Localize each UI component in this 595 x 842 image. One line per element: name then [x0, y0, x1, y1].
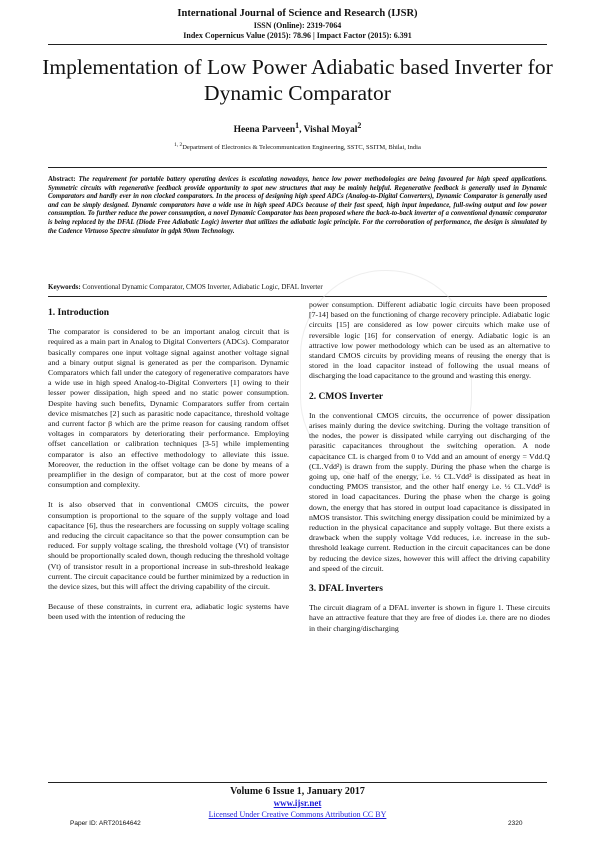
footer-volume: Volume 6 Issue 1, January 2017 — [230, 786, 365, 797]
right-column — [309, 300, 550, 644]
author-separator: , — [299, 125, 304, 136]
paragraph: The circuit diagram of a DFAL inverter is shown in figure 1. These circuits have an attractive feature that they are free of diodes i.e. there are no diodes in their charging/discharging — [309, 603, 550, 633]
journal-index: Index Copernicus Value (2015): 78.96 | Impact Factor (2015): 6.391 — [183, 31, 412, 40]
journal-issn: ISSN (Online): 2319-7064 — [253, 21, 342, 30]
keywords — [48, 283, 547, 291]
paragraph: The comparator is considered to be an important analog circuit that is required as a main part in Analog to Digital Converters (ADCs). Comparator basically compares one input voltage signal against another voltage signal and a binary output signal is generated as per the comparison. Dynamic Comparators which fall under the category of regenerative comparators have a wide use in high speed Analog-to-Digital Converters [1] owing to their lesser power dissipation, high speed and no static power consumption. Despite having such benefits, Dynamic Comparators suffer from certain device mismatches [2] such as parasitic node capacitance, threshold voltage and current factor β which are the prime reason for causing random offset voltages in comparators by deteriorating their performance. Employing offset cancellation or calibration techniques [3-5] while implementing comparator is also an effective methodology to alleviate this issue. Moreover, the reduction in the offset voltage can be done by means of a preamplifier in the design of comparator, but at the cost of more power consumption and complexity. — [48, 327, 289, 490]
header-rule — [48, 44, 547, 45]
paragraph: It is also observed that in conventional CMOS circuits, the power consumption is proportional to the square of the supply voltage and load capacitance [6], thus the researchers are focussing on supply voltage scaling and reducing the circuit capacitance so that the power consumption can be reduced. For supply voltage scaling, the threshold voltage (Vt) of transistor should be proportionally scaled down, though reducing the threshold voltage (Vt) of transistor result in a proportional increase in sub-threshold leakage current. The circuit capacitance could be further minimized by a reduction in the device sizes, but this will affect the driving capability of the circuit. — [48, 500, 289, 592]
keywords-label: Keywords: — [48, 283, 81, 291]
author-line — [0, 121, 595, 135]
paper-id: Paper ID: ART20164642 — [70, 820, 141, 827]
author-name: Vishal Moyal — [303, 125, 358, 136]
footer-rule — [48, 782, 547, 783]
paragraph: power consumption. Different adiabatic logic circuits have been proposed [7-14] based on the functioning of charge recovery principle. Adiabatic logic circuits [15] are considered as low power circuits which make use of reversible logic [16] for conservation of energy. Adiabatic logic is an attractive low power methodology which can be used as an alternative to standard CMOS circuits by providing means of reusing the energy that is stored in the load capacitor instead of following the usual means of discharging the load capacitance to the ground and wasting this energy. — [309, 300, 550, 381]
keywords-text: Conventional Dynamic Comparator, CMOS Inverter, Adiabatic Logic, DFAL Inverter — [80, 283, 323, 291]
author-name: Heena Parveen — [233, 125, 296, 136]
paper-title: Implementation of Low Power Adiabatic based Inverter for Dynamic Comparator — [42, 55, 553, 105]
footer-website-link[interactable]: www.ijsr.net — [273, 798, 322, 808]
paragraph: In the conventional CMOS circuits, the occurrence of power dissipation arises mainly during the device switching. During the voltage transition of the nodes, the power is dissipated while carrying out discharging of the parasitic capacitances throughout the switching operation. A node capacitance CL is charged from 0 to Vdd and an amount of energy = Vdd.Q (CL.Vdd²) is drawn from the supply. During the phase when the charge is going up, one half of the energy, i.e. ½ CL.Vdd² is dissipated as heat in conducting PMOS transistor, and the other half energy i.e. ½ CL.Vdd² is stored in load capacitances. During the phase when the charge is going down, the energy that has stored in output load capacitance is dissipated in nMOS transistor. This switching energy dissipation could be minimized by a reduction in the physical capacitance and supply voltage. But there exists a drawback when the supply voltage Vdd reduces, i.e. increase in the sub-threshold leakage current. Reduction in the circuit capacitances can be done by reducing the device sizes, however this will affect the driving capability and speed of the circuit. — [309, 410, 550, 573]
abstract-bottom-rule — [48, 296, 547, 297]
abstract — [48, 176, 547, 236]
footer-license-link[interactable]: Licensed Under Creative Commons Attribution CC BY — [208, 810, 387, 819]
affiliation-text: Department of Electronics & Telecommunication Engineering, SSTC, SSITM, Bhilai, India — [182, 144, 421, 152]
abstract-label: Abstract: — [48, 176, 76, 183]
journal-name: International Journal of Science and Research (IJSR) — [177, 8, 418, 19]
author-sup: 1 — [295, 121, 300, 130]
paragraph: Because of these constraints, in current era, adiabatic logic systems have been used with the intention of reducing the — [48, 602, 289, 622]
section-heading: 2. CMOS Inverter — [309, 391, 384, 402]
affiliation-sup: 1, 2 — [174, 142, 183, 148]
section-heading: 1. Introduction — [48, 308, 110, 318]
abstract-text: The requirement for portable battery operating devices is escalating nowadays, hence low power methodologies are being favoured for high speed applications. Symmetric circuits with regenerative feedback provide opportunity to spot new structures that may be mainly helpful. Regenerative feedback is generally used in Dynamic Comparators and hardly ever in non clocked comparators. In the process of designing high speed ADCs (Analog-to-Digital Converters), Dynamic Comparator is generally used and can be simply designed. Dynamic comparators have a wide use in high speed ADCs because of their fast speed, high input impedance, full-swing output and low power consumption. To further reduce the power consumption, a novel Dynamic Comparator has been proposed where the back-to-back inverter of a conventional dynamic comparator is being replaced by the DFAL (Diode Free Adiabatic Logic) inverter that utilizes the adiabatic logic principle. For the corroboration of performance, the design is simulated by the Cadence Virtuoso Spectre simulator in gdpk 90nm Technology. — [48, 176, 547, 235]
abstract-top-rule — [48, 167, 547, 168]
section-heading: 3. DFAL Inverters — [309, 584, 383, 595]
page-number: 2320 — [508, 820, 523, 827]
left-column — [48, 304, 289, 633]
author-sup: 2 — [357, 121, 362, 130]
affiliation — [0, 142, 595, 151]
